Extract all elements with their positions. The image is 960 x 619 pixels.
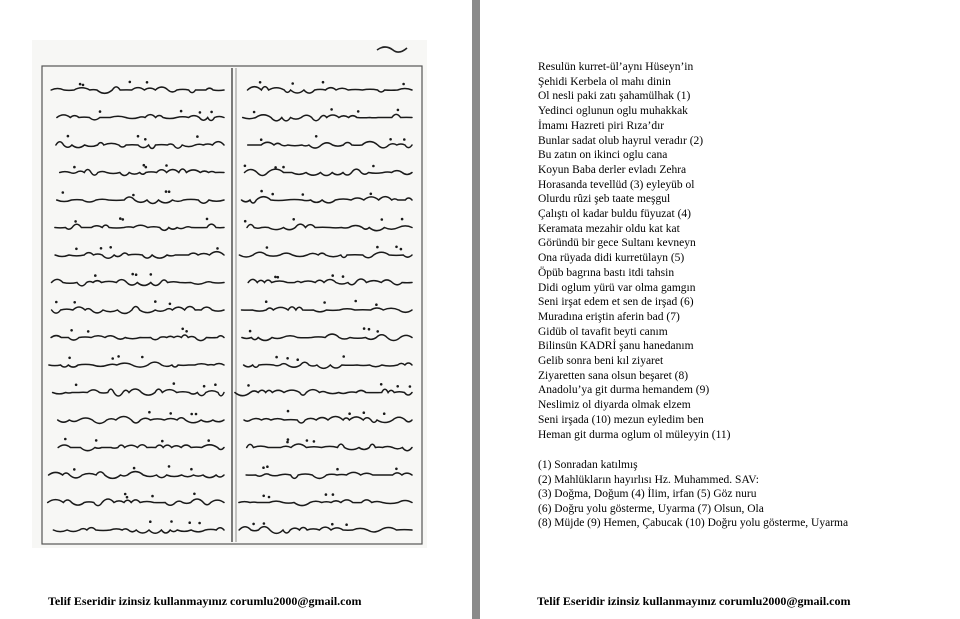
copyright-footer-right: Telif Eseridir izinsiz kullanmayınız corumlu2000@gmail.com — [537, 594, 851, 608]
diacritic-dot — [169, 303, 172, 306]
diacritic-dot — [79, 83, 82, 86]
poem-line: Bu zatın on ikinci oglu cana — [538, 149, 668, 162]
diacritic-dot — [70, 329, 73, 332]
diacritic-dot — [109, 246, 112, 249]
diacritic-dot — [262, 495, 265, 498]
poem-line: Ol nesli paki zatı şahamülhak (1) — [538, 90, 691, 103]
diacritic-dot — [144, 138, 147, 141]
diacritic-dot — [95, 439, 98, 442]
diacritic-dot — [266, 465, 269, 468]
diacritic-dot — [383, 412, 386, 415]
diacritic-dot — [287, 438, 290, 441]
diacritic-dot — [141, 356, 144, 359]
diacritic-dot — [68, 357, 71, 360]
diacritic-dot — [274, 276, 277, 279]
poem-line: Keramata mezahir oldu kat kat — [538, 222, 680, 235]
diacritic-dot — [302, 193, 305, 196]
diacritic-dot — [354, 300, 357, 303]
diacritic-dot — [260, 190, 263, 193]
diacritic-dot — [368, 328, 371, 331]
diacritic-dot — [124, 493, 127, 496]
diacritic-dot — [206, 218, 209, 221]
diacritic-dot — [210, 111, 213, 114]
diacritic-dot — [111, 357, 114, 360]
poem-line: Çalıştı ol kadar buldu füyuzat (4) — [538, 208, 691, 221]
diacritic-dot — [396, 385, 399, 388]
diacritic-dot — [82, 84, 85, 87]
diacritic-dot — [376, 330, 379, 333]
diacritic-dot — [397, 109, 400, 112]
diacritic-dot — [296, 358, 299, 361]
diacritic-dot — [262, 466, 265, 469]
diacritic-dot — [132, 194, 135, 197]
diacritic-dot — [190, 468, 193, 471]
diacritic-dot — [74, 220, 77, 223]
diacritic-dot — [75, 248, 78, 251]
diacritic-dot — [271, 193, 274, 196]
diacritic-dot — [395, 246, 398, 249]
diacritic-dot — [244, 165, 247, 168]
diacritic-dot — [214, 383, 217, 386]
diacritic-dot — [195, 413, 198, 416]
poem-line: İmamı Hazreti piri Rıza’dır — [538, 119, 665, 132]
diacritic-dot — [375, 303, 378, 306]
diacritic-dot — [372, 165, 375, 168]
diacritic-dot — [376, 246, 379, 249]
diacritic-dot — [292, 218, 295, 221]
diacritic-dot — [380, 383, 383, 386]
diacritic-dot — [75, 384, 78, 387]
diacritic-dot — [395, 468, 398, 471]
diacritic-dot — [323, 301, 326, 304]
diacritic-dot — [401, 218, 404, 221]
diacritic-dot — [363, 327, 366, 330]
diacritic-dot — [345, 523, 348, 526]
diacritic-dot — [190, 413, 193, 416]
diacritic-dot — [185, 330, 188, 333]
diacritic-dot — [196, 135, 199, 138]
diacritic-dot — [180, 110, 183, 113]
diacritic-dot — [151, 495, 154, 498]
diacritic-dot — [145, 166, 148, 169]
diacritic-dot — [207, 439, 210, 442]
diacritic-dot — [282, 166, 285, 169]
poem-line: Öpüb bagrına bastı itdi tahsin — [538, 266, 675, 279]
diacritic-dot — [286, 357, 289, 360]
diacritic-dot — [370, 193, 373, 196]
poem-line: Neslimiz ol diyarda olmak elzem — [538, 399, 691, 412]
diacritic-dot — [274, 166, 277, 169]
diacritic-dot — [325, 493, 328, 496]
poem-line: Gidüb ol tavafit beyti canım — [538, 325, 668, 338]
diacritic-dot — [129, 81, 132, 84]
poem-line: Göründü bir gece Sultanı kevneyn — [538, 237, 696, 250]
diacritic-dot — [322, 81, 325, 84]
diacritic-dot — [148, 411, 151, 414]
diacritic-dot — [87, 330, 90, 333]
diacritic-dot — [173, 382, 176, 385]
poem-line: Gelib sonra beni kıl ziyaret — [538, 355, 664, 368]
diacritic-dot — [266, 246, 269, 249]
poem-line: Şehidi Kerbela ol mahı dinin — [538, 75, 671, 88]
diacritic-dot — [149, 520, 152, 523]
diacritic-dot — [263, 522, 266, 525]
footnote-line: (6) Doğru yolu gösterme, Uyarma (7) Olsun, Ola — [538, 502, 764, 515]
poem-line: Olurdu rûzi şeb taate meşgul — [538, 193, 671, 206]
diacritic-dot — [94, 274, 97, 277]
diacritic-dot — [253, 111, 256, 114]
poem-line: Yedinci oglunun oglu muhakkak — [538, 105, 688, 118]
diacritic-dot — [313, 440, 316, 443]
diacritic-dot — [119, 217, 122, 220]
diacritic-dot — [193, 493, 196, 496]
page-divider — [472, 0, 480, 619]
poem-line: Bunlar sadat olub hayrul veradır (2) — [538, 134, 704, 147]
poem-line: Seni irşat edem et sen de irşad (6) — [538, 296, 694, 309]
diacritic-dot — [143, 164, 146, 167]
footnote-line: (8) Müjde (9) Hemen, Çabucak (10) Doğru yolu gösterme, Uyarma — [538, 517, 849, 530]
poem-line: Koyun Baba derler evladı Zehra — [538, 163, 687, 176]
diacritic-dot — [62, 191, 65, 194]
diacritic-dot — [131, 273, 134, 276]
diacritic-dot — [306, 439, 309, 442]
diacritic-dot — [126, 496, 129, 499]
diacritic-dot — [99, 110, 102, 113]
diacritic-dot — [315, 135, 318, 138]
diacritic-dot — [168, 190, 171, 193]
diacritic-dot — [198, 522, 201, 525]
diacritic-dot — [161, 440, 164, 443]
diacritic-dot — [342, 275, 345, 278]
diacritic-dot — [331, 274, 334, 277]
diacritic-dot — [64, 438, 67, 441]
diacritic-dot — [73, 468, 76, 471]
diacritic-dot — [331, 523, 334, 526]
diacritic-dot — [287, 410, 290, 413]
diacritic-dot — [135, 273, 138, 276]
diacritic-dot — [170, 520, 173, 523]
diacritic-dot — [268, 496, 271, 499]
poem-line: Ziyaretten sana olsun beşaret (8) — [538, 369, 689, 382]
poem-line: Bilinsün KADRİ şanu hanedanım — [538, 340, 694, 353]
diacritic-dot — [165, 164, 168, 167]
diacritic-dot — [199, 111, 202, 114]
diacritic-dot — [265, 300, 268, 303]
diacritic-dot — [277, 276, 280, 279]
diacritic-dot — [150, 273, 153, 276]
poem-line: Muradına eriştin aferin bad (7) — [538, 310, 680, 323]
left-page — [0, 0, 472, 619]
diacritic-dot — [244, 220, 247, 223]
diacritic-dot — [249, 330, 252, 333]
diacritic-dot — [402, 83, 405, 86]
diacritic-dot — [409, 385, 412, 388]
diacritic-dot — [357, 110, 360, 113]
copyright-footer-left: Telif Eseridir izinsiz kullanmayınız corumlu2000@gmail.com — [48, 594, 362, 608]
diacritic-dot — [291, 82, 294, 85]
poem-line: Seni irşada (10) mezun eyledim ben — [538, 413, 704, 426]
diacritic-dot — [133, 467, 136, 470]
diacritic-dot — [330, 108, 333, 111]
diacritic-dot — [137, 135, 140, 138]
diacritic-dot — [348, 412, 351, 415]
footnotes — [538, 458, 948, 531]
diacritic-dot — [342, 355, 345, 358]
poem-line: Resulün kurret-ül’aynı Hüseyn’in — [538, 61, 694, 73]
diacritic-dot — [252, 523, 255, 526]
manuscript-image — [32, 40, 427, 548]
diacritic-dot — [165, 190, 168, 193]
footnote-line: (1) Sonradan katılmış — [538, 459, 638, 471]
diacritic-dot — [146, 81, 149, 84]
diacritic-dot — [168, 465, 171, 468]
diacritic-dot — [117, 355, 120, 358]
diacritic-dot — [216, 247, 219, 250]
diacritic-dot — [122, 218, 125, 221]
poem-line: Horasanda tevellüd (3) eyleyüb ol — [538, 178, 695, 191]
diacritic-dot — [188, 521, 191, 524]
diacritic-dot — [203, 385, 206, 388]
diacritic-dot — [73, 301, 76, 304]
diacritic-dot — [403, 138, 406, 141]
poem-line: Didi oglum yürü var olma gamgın — [538, 281, 696, 294]
diacritic-dot — [336, 468, 339, 471]
diacritic-dot — [286, 441, 289, 444]
diacritic-dot — [332, 493, 335, 496]
diacritic-dot — [381, 218, 384, 221]
diacritic-dot — [181, 328, 184, 331]
footnote-line: (3) Doğma, Doğum (4) İlim, irfan (5) Göz nuru — [538, 488, 757, 501]
diacritic-dot — [55, 301, 58, 304]
diacritic-dot — [363, 411, 366, 414]
diacritic-dot — [73, 166, 76, 169]
diacritic-dot — [259, 81, 262, 84]
diacritic-dot — [260, 138, 263, 141]
poem-line: Ona rüyada didi kurretülayn (5) — [538, 252, 685, 265]
poem-line: Heman git durma oglum ol müleyyin (11) — [538, 428, 731, 441]
diacritic-dot — [67, 135, 70, 138]
diacritic-dot — [275, 356, 278, 359]
footnote-line: (2) Mahlükların hayırlısı Hz. Muhammed. SAV: — [538, 473, 759, 486]
poem-text — [538, 60, 948, 442]
poem-line: Anadolu’ya git durma hemandem (9) — [538, 384, 710, 397]
diacritic-dot — [400, 248, 403, 251]
diacritic-dot — [154, 300, 157, 303]
diacritic-dot — [389, 138, 392, 141]
diacritic-dot — [247, 384, 250, 387]
diacritic-dot — [169, 412, 172, 415]
diacritic-dot — [100, 247, 103, 250]
